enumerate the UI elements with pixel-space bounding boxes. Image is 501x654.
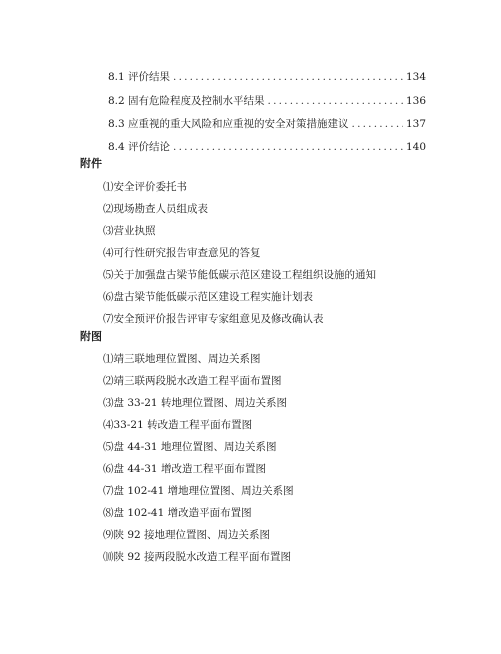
toc-entry (108, 116, 426, 132)
figure-item: ⑴靖三联地理位置图、周边关系图 (103, 353, 261, 365)
toc-entry-label: 8.1 评价结果 (108, 71, 171, 83)
toc-entry-label: 8.3 应重视的重大风险和应重视的安全对策措施建议 (108, 118, 349, 130)
attachment-item: ⑷可行性研究报告审查意见的答复 (103, 247, 261, 259)
figure-item: ⑵靖三联两段脱水改造工程平面布置图 (103, 375, 282, 387)
toc-entry-label: 8.4 评价结论 (108, 141, 171, 153)
attachment-item: ⑴安全评价委托书 (103, 181, 187, 193)
figure-item: ⑷33-21 转改造工程平面布置图 (103, 419, 253, 431)
toc-entry (108, 93, 426, 109)
figure-item: ⑽陕 92 接两段脱水改造工程平面布置图 (103, 551, 292, 563)
toc-entry-page: 136 (405, 95, 426, 107)
attachment-item: ⑶营业执照 (103, 225, 156, 237)
attachments-heading: 附件 (80, 157, 102, 170)
figure-item: ⑺盘 102-41 增地理位置图、周边关系图 (103, 485, 294, 497)
toc-leader-dots (173, 139, 403, 155)
figures-heading: 附图 (80, 330, 102, 343)
attachment-item: ⑺安全预评价报告评审专家组意见及修改确认表 (103, 313, 324, 325)
toc-leader-dots (268, 93, 403, 109)
figure-item: ⑶盘 33-21 转地理位置图、周边关系图 (103, 397, 287, 409)
toc-entry-label: 8.2 固有危险程度及控制水平结果 (108, 95, 265, 107)
toc-entry (108, 139, 426, 155)
toc-entry-page: 137 (405, 118, 426, 130)
attachment-item: ⑹盘古梁节能低碳示范区建设工程实施计划表 (103, 291, 313, 303)
figure-item: ⑹盘 44-31 增改造工程平面布置图 (103, 463, 266, 475)
toc-entry-page: 134 (405, 71, 426, 83)
toc-entry (108, 69, 426, 85)
figure-item: ⑻盘 102-41 增改造平面布置图 (103, 507, 252, 519)
figure-item: ⑼陕 92 接地理位置图、周边关系图 (103, 529, 271, 541)
figure-item: ⑸盘 44-31 地理位置图、周边关系图 (103, 441, 277, 453)
toc-entry-page: 140 (405, 141, 426, 153)
attachment-item: ⑸关于加强盘古梁节能低碳示范区建设工程组织设施的通知 (103, 269, 376, 281)
toc-leader-dots (173, 69, 403, 85)
toc-leader-dots (352, 116, 403, 132)
attachment-item: ⑵现场勘查人员组成表 (103, 203, 208, 215)
